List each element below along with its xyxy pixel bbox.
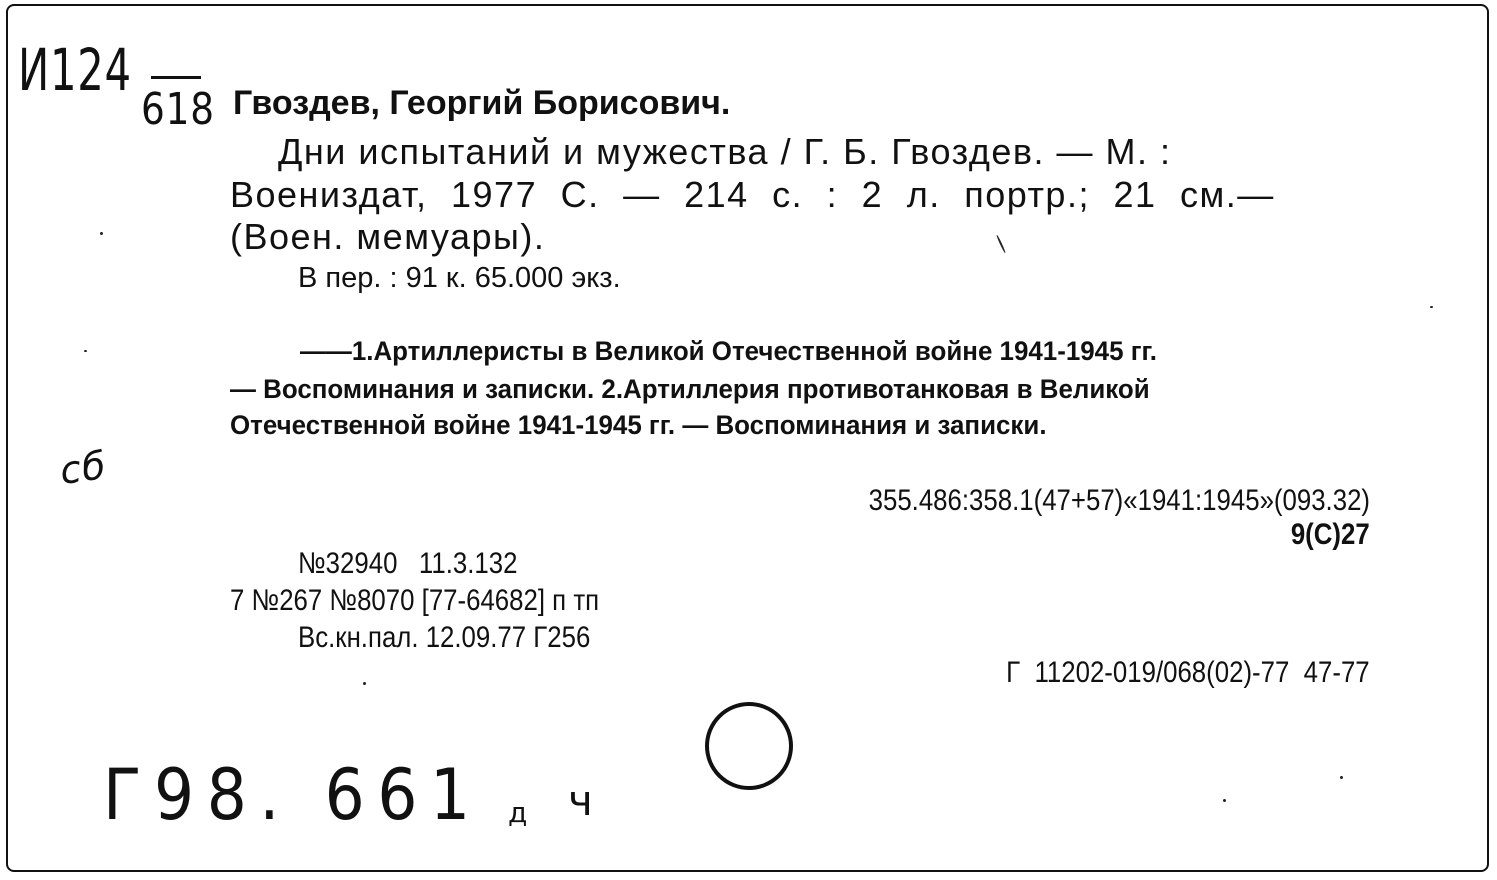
inventory-number: Г98. 661 — [103, 754, 483, 836]
catalog-card — [6, 4, 1489, 872]
speck — [1430, 306, 1433, 308]
price-line: В пер. : 91 к. 65.000 экз. — [298, 262, 621, 294]
speck — [1223, 799, 1226, 802]
speck — [1340, 776, 1343, 779]
publisher-index: Г 11202-019/068(02)-77 47-77 — [1006, 656, 1370, 689]
call-number-top: И124 — [18, 36, 132, 104]
speck — [84, 350, 87, 352]
registry-line-1: №32940 11.3.132 — [298, 547, 518, 580]
bbk-index: 9(С)27 — [1291, 518, 1370, 551]
speck — [363, 682, 366, 685]
inventory-suffix: ч — [568, 776, 594, 825]
inventory-mark: д — [508, 796, 529, 829]
subject-line-3: Отечественной войне 1941-1945 гг. — Воспоминания и записки. — [230, 410, 1047, 440]
author-heading: Гвоздев, Георгий Борисович. — [233, 84, 731, 122]
registry-line-2: 7 №267 №8070 [77-64682] п тп — [230, 584, 600, 617]
speck — [100, 232, 103, 235]
udc-index: 355.486:358.1(47+57)«1941:1945»(093.32) — [868, 484, 1370, 517]
registry-line-3: Вс.кн.пал. 12.09.77 Г256 — [298, 621, 591, 654]
call-number-bottom: 618 — [141, 84, 215, 135]
card-punch-hole — [705, 702, 793, 790]
subject-line-1: ——1.Артиллеристы в Великой Отечественной войне 1941-1945 гг. — [300, 336, 1157, 366]
subject-line-2: — Воспоминания и записки. 2.Артиллерия противотанковая в Великой — [230, 374, 1150, 404]
speck — [996, 235, 1006, 254]
title-line-2: Воениздат, 1977 С. — 214 с. : 2 л. портр.; 21 см.— — [230, 174, 1275, 215]
title-line-1: Дни испытаний и мужества / Г. Б. Гвоздев. — М. : — [278, 131, 1172, 172]
call-number-divider — [151, 76, 201, 79]
handwritten-mark: сб — [57, 442, 110, 494]
title-line-3: (Воен. мемуары). — [230, 216, 546, 257]
